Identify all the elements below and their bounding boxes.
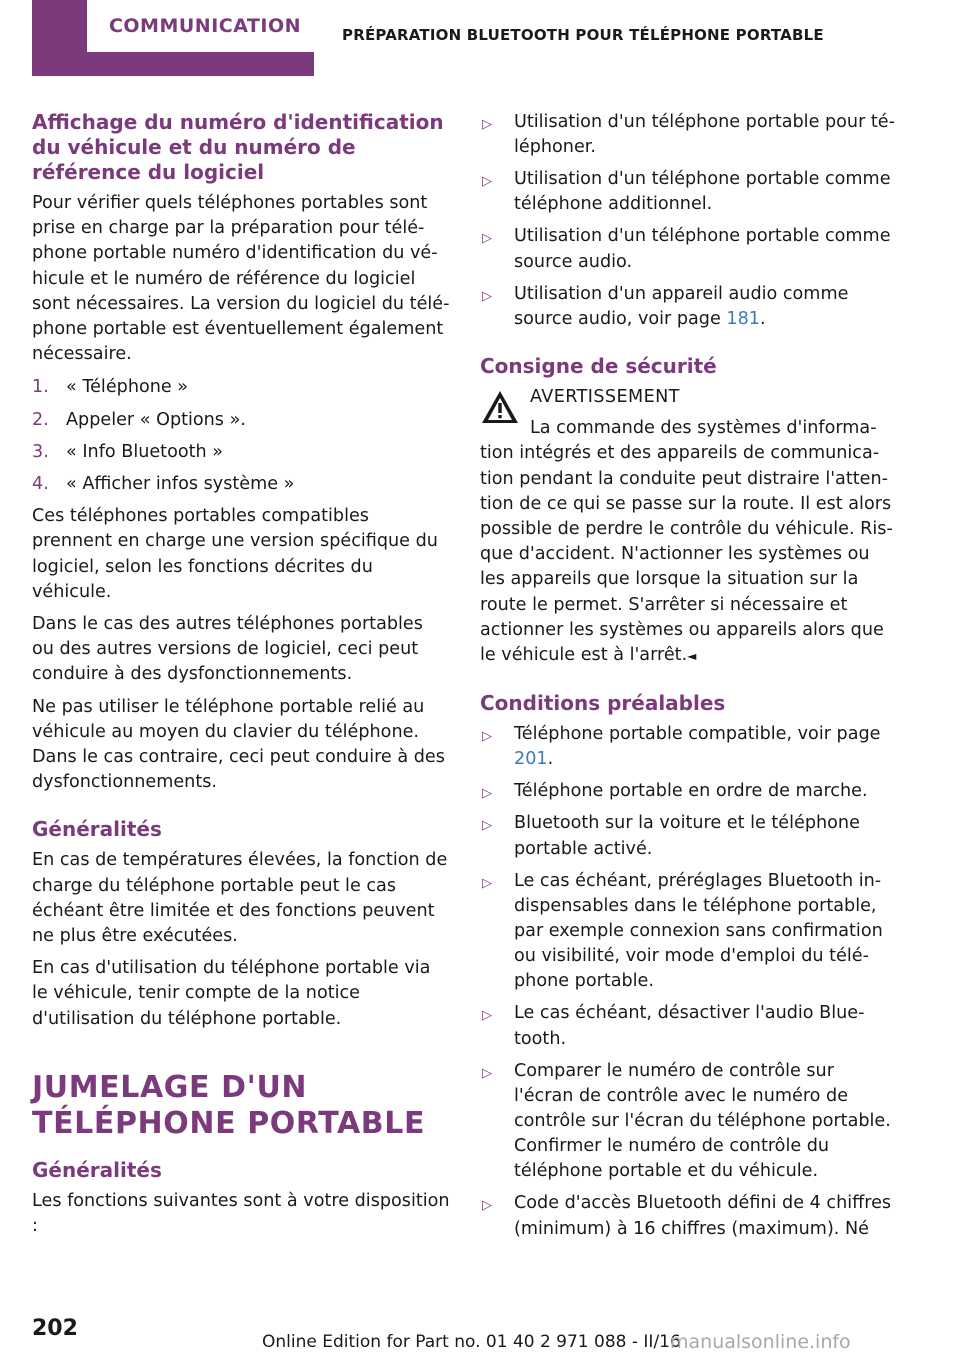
- pairing-heading: JUMELAGE D'UN TÉLÉPHONE PORTABLE: [32, 1069, 426, 1141]
- right-column: [480, 110, 898, 1249]
- list-item: ▷ Utilisation d'un téléphone portable comme téléphone additionnel.: [482, 169, 891, 215]
- section-title: PRÉPARATION BLUETOOTH POUR TÉLÉPHONE PORTABLE: [342, 26, 824, 44]
- triangle-right-icon: ▷: [482, 875, 492, 891]
- prerequisites-heading: Conditions préalables: [480, 691, 726, 716]
- step-number: 2.: [32, 409, 49, 430]
- chapter-tab: [32, 0, 314, 76]
- step-text: « Info Bluetooth »: [66, 441, 224, 462]
- warning-text: La commande des systèmes d'information intégrés et des appareils de communication pendant la conduite peut distraire l'attention de ce qui se passe sur la route. Il est alors possible de perdre le contrôle du véhicule. Risque d'accident. N'actionner les systèmes ou les appareils que lorsque la situation sur la route le permet. S'arrêter si nécessaire et actionner les systèmes ou appareils alors que le véhicule est à l'arrêt.◄: [480, 418, 893, 666]
- list-item: ▷ Comparer le numéro de contrôle sur l'écran de contrôle avec le numéro de contrôle sur l'écran du téléphone portable. Confirmer le numéro de contrôle du téléphone portable et du véhicule.: [482, 1060, 891, 1182]
- warning-title: AVERTISSEMENT: [530, 387, 680, 408]
- step-number: 3.: [32, 441, 49, 462]
- list-item: ▷ Le cas échéant, préréglages Bluetooth indispensables dans le téléphone portable, par exemple connexion sans confirmation ou visibilité, voir mode d'emploi du téléphone portable.: [482, 870, 883, 992]
- list-item: ▷ Utilisation d'un appareil audio comme source audio, voir page 181.: [482, 283, 849, 329]
- step-number: 1.: [32, 377, 49, 398]
- list-item: ▷ Téléphone portable compatible, voir page 201.: [482, 724, 881, 770]
- list-item: ▷ Le cas échéant, désactiver l'audio Bluetooth.: [482, 1003, 865, 1049]
- triangle-right-icon: ▷: [482, 288, 492, 304]
- triangle-right-icon: ▷: [482, 818, 492, 834]
- triangle-right-icon: ▷: [482, 231, 492, 247]
- vin-heading: Affichage du numéro d'identification du véhicule et du numéro de référence du logiciel: [32, 110, 444, 184]
- step-item: [32, 375, 450, 400]
- general-paragraph-2: En cas d'utilisation du téléphone portable via le véhicule, tenir compte de la notice d'utilisation du téléphone portable.: [32, 958, 431, 1029]
- chapter-tab-label: COMMUNICATION: [87, 0, 323, 52]
- pairing-intro: Les fonctions suivantes sont à votre disposition :: [32, 1190, 450, 1237]
- page-link-181[interactable]: 181: [726, 308, 760, 329]
- steps-list: [32, 375, 450, 497]
- step-item: [32, 472, 450, 497]
- general-paragraph-1: En cas de températures élevées, la fonction de charge du téléphone portable peut le cas échéant être limitée et des fonctions peuvent ne plus être exécutées.: [32, 850, 448, 947]
- warning-triangle-icon: [480, 389, 520, 425]
- compatible-paragraph: Ces téléphones portables compatibles prennent en charge une version spécifique du logiciel, selon les fonctions décrites du véhicule.: [32, 506, 438, 602]
- page-number: 202: [32, 1316, 78, 1341]
- triangle-right-icon: ▷: [482, 1198, 492, 1214]
- warning-box: [480, 385, 898, 669]
- functions-list: [480, 110, 898, 332]
- left-column: [32, 110, 450, 1246]
- triangle-right-icon: ▷: [482, 729, 492, 745]
- footer-edition: Online Edition for Part no. 01 40 2 971 088 - II/16: [262, 1332, 681, 1352]
- prerequisites-list: [480, 722, 898, 1242]
- list-item: ▷ Bluetooth sur la voiture et le téléphone portable activé.: [482, 813, 860, 859]
- safety-heading: Consigne de sécurité: [480, 354, 717, 379]
- list-item: ▷ Utilisation d'un téléphone portable pour téléphoner.: [482, 112, 895, 158]
- triangle-right-icon: ▷: [482, 786, 492, 802]
- list-item: ▷ Téléphone portable en ordre de marche.: [480, 779, 898, 804]
- page-link-201[interactable]: 201: [514, 749, 548, 770]
- triangle-right-icon: ▷: [482, 174, 492, 190]
- step-text: Appeler « Options ».: [66, 409, 246, 430]
- triangle-right-icon: ▷: [482, 1065, 492, 1081]
- pairing-general-heading: Généralités: [32, 1157, 162, 1182]
- triangle-right-icon: ▷: [482, 117, 492, 132]
- watermark: manualsonline.info: [670, 1331, 851, 1353]
- list-item: ▷ Code d'accès Bluetooth défini de 4 chiffres (minimum) à 16 chiffres (maximum). Né: [482, 1193, 892, 1239]
- step-text: « Afficher infos système »: [66, 474, 295, 495]
- vin-intro: Pour vérifier quels téléphones portables sont prise en charge par la préparation pour téléphone portable numéro d'identification du véhicule et le numéro de référence du logiciel sont nécessaires. La version du logiciel du téléphone portable est éventuellement également nécessaire.: [32, 193, 450, 365]
- triangle-right-icon: ▷: [482, 1008, 492, 1024]
- step-text: « Téléphone »: [66, 377, 189, 398]
- list-item: ▷ Utilisation d'un téléphone portable comme source audio.: [482, 226, 891, 272]
- step-item: [32, 440, 450, 465]
- step-number: 4.: [32, 474, 49, 495]
- step-item: [32, 408, 450, 433]
- other-phones-paragraph: Dans le cas des autres téléphones portables ou des autres versions de logiciel, ceci peut conduire à des dysfonctionnements.: [32, 614, 423, 685]
- general-heading: Généralités: [32, 817, 162, 842]
- keypad-paragraph: Ne pas utiliser le téléphone portable relié au véhicule au moyen du clavier du téléphone. Dans le cas contraire, ceci peut conduire à des dysfonctionnements.: [32, 696, 445, 793]
- end-mark-icon: ◄: [687, 649, 697, 664]
